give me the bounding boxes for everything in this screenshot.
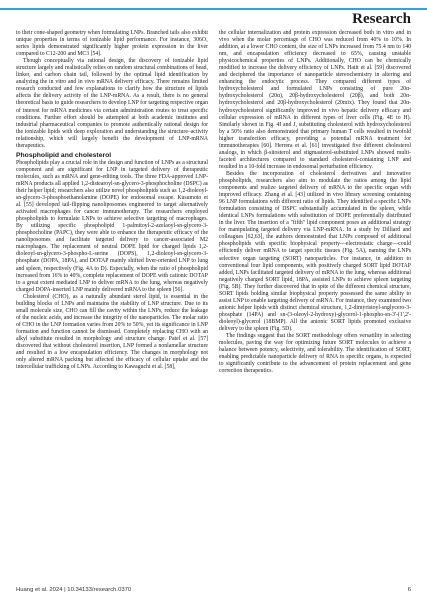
- paragraph: the cellular internalization and protein expression decreased both in vitro and in vivo when the molar percentage of CHO was reduced from 40% to 10%. In addition, at a lower CHO content, the size of LNPs increased from 75.4 nm to 140 nm, and encapsulation efficiency decreased to 65%, causing unstable physicochemical properties of LNPs. Additionally, CHO can be chemically modified to increase the delivery efficiency of LNPs. Hatit et al. [59] discovered and deciphered the importance of nanoparticle stereochemistry in altering and enhancing the endocytic process. They compared different types of hydroxycholesterol and formulated LNPs consisting of pure 20α-hydroxycholesterol (20α), 20β-hydroxycholesterol (20β), and both 20α-hydroxycholesterol and 20β-hydroxycholesterol (20mix). They found that 20α-hydroxycholesterol significantly improved in vivo hepatic delivery efficacy and cellular expression of mRNA in different types of liver cells (Fig. 4E to H). Similarly shown in Fig. 4I and J, substituting cholesterol with hydroxycholesterol by a 50% ratio also demonstrated that primary human T cells resulted in twofold higher transfection efficacy, providing a potential mRNA treatment for immunotherapies [60]. Herrera et al. [61] investigated five different cholesterol analogs, in which β-sitosterol and stigmasterol-substituted LNPs showed multi-faceted architectures compared to standard cholesterol-containing LNP and resulted in a 10-fold increase in endosomal perturbation efficiency.: [219, 30, 411, 170]
- journal-section-label: Research: [352, 11, 411, 27]
- paragraph: Cholesterol (CHO), as a naturally abundant sterol lipid, is essential in the building blocks of LNPs and maintains the stability of LNP structure. Due to its small molecule size, CHO can fill the cavity within the LNPs, reduce the leakage of the nucleic acids, and increase the integrity of the nanoparticles. The molar ratio of CHO in the LNP formation varies from 20% to 50%, yet its significance in LNP formation and function cannot be dismissed. Completely replacing CHO with an alkyl substitute resulted in morphology and structure change. Patel et al. [57] discovered that without cholesterol insertion, LNP formed a nonlamellar structure and resulted in a low encapsulation efficiency. The changes in morphology not only altered mRNA packing but affected the efficacy of cellular uptake and the intercellular trafficking of LNPs. According to Kawaguchi et al. [58],: [16, 293, 208, 371]
- paragraph: to their cone-shaped geometry when formulating LNPs. Branched tails also exhibit unique properties in terms of ionizable lipid performance. For instance, 306O₁ series lipids demonstrated significantly higher protein expression in the liver compared to C12-200 and MC3 [54].: [16, 30, 208, 58]
- footer-citation[interactable]: Huang et al. 2024 | 10.34133/research.0370: [16, 587, 132, 593]
- paragraph: Though conceptually via rational design, the discovery of ionizable lipid structure largely and realistically relies on random structural combinations of head, linker, and carbon chain tail, followed by the optimal lipid identification by analyzing the in vitro and in vivo mRNA delivery efficacy. There remains limited research conducted and few explanations to clarify how the structure of lipids affects the delivery activity of the LNP-mRNA. As a result, there is no general theoretical basis to guide researchers to develop LNP for targeting respective organ of interest for mRNA medicines via certain administration routes to treat specific conditions. Further effort should be attempted at both academic institutes and industrial pharmaceutical companies to promote authentically rational design for the ionizable lipids with deep exploration and understanding the structure–activity relationship, which will largely benefit the development of LNP-mRNA therapeutics.: [16, 58, 208, 149]
- paragraph: Besides the incorporation of cholesterol derivatives and innovative phospholipids, researchers also aim to modulate the ratios among the lipid components and realize targeted delivery of mRNA to the specific organ with improved efficacy. Zhang et al. [43] utilized in vivo library screening containing 96 LNP formulations with different ratio of lipids. They identified a specific LNPs formulation consisting of DSPC substantially accumulated in the spleen, while identical LNPs formulations with substitution of DOPE preferentially distributed in the liver. The insertion of a "fifth" lipid component poses an additional strategy for manipulating targeted delivery via LNP-mRNA. In a study by Dilliard and colleagues [62,63], the authors demonstrated that LNPs composed of additional phospholipids with specific biophysical property—electrostatic charge—could efficiently deliver mRNA to target specific tissues (Fig. 5A), naming the LNPs selective organ targeting (SORT) nanoparticles. For instance, in addition to conventional four lipid components, with positively charged SORT lipid DOTAP added, LNPs facilitated targeted delivery of mRNA to the lung, whereas additional negatively charged SORT lipid, 18PA, assisted LNPs to achieve spleen targeting (Fig. 5B). They further discovered that in spite of the different chemical structure, SORT lipids holding similar biophysical property possessed the same ability to assist LNP to enable targeting delivery of mRNA. For instance, they examined two anionic helper lipids with distinct chemical structure, 1,2-dimyristoyl-snglycero-3-phosphate (14PA) and sn-(3-oleoyl-2-hydroxy)-glycerol-1-phospho-sn-3'-(1',2'-dioleoyl)-glycerol (18BMP). All the anionic SORT lipids promoted exclusive delivery to the spleen (Fig. 5D).: [219, 170, 411, 332]
- paragraph: Phospholipids play a crucial role in the design and function of LNPs as a structural component and are significant for LNP in targeted delivery of therapeutic molecules, such as mRNA and gene-editing tools. The three FDA-approved LNP-mRNA products all applied 1,2-distearoyl-sn-glycero-3-phosphocholine (DSPC) as their helper lipid; researchers also utilize novel phospholipids such as 1,2-dioleoyl-sn-glycero-3-phosphoethanolamine (DOPE) for endosomal escape. Kusumoto et al. [55] developed tail-flipping nanoliposomes engineered to target alternatively activated macrophages for cancer immunotherapy. The researchers employed phospholipids to formulate LNPs to achieve selective targeting of macrophages. By utilizing specific phospholipid 1-palmitoyl-2-azelaoyl-sn-glycero-3-phosphocholine (PAPC), they were able to enhance the therapeutic efficacy of the nanoliposomes and facilitate targeted delivery to cancer-associated M2 macrophages. The replacement of neutral DOPE lipid for charged lipids 1,2-dioleoyl-sn-glycero-3-phospho-L-serine (DOPS), 1,2-dioleoyl-sn-glycero-3-phosphate (DOPA, 18PA), and DOTAP mainly shifted liver-oriented LNP to lung and spleen, respectively (Fig. 4A to D). Especially, when the ratio of phospholipid increased from 16% to 40%, complete replacement of DOPE with cationic DOTAP to a great extent mediated LNP to deliver mRNA to the lung, whereas negatively charged DOPA-inserted LNP mainly delivered mRNA to the spleen [56].: [16, 159, 208, 293]
- page-number: 6: [407, 587, 411, 593]
- paragraph: The findings suggest that the SORT methodology offers versatility in selecting molecules, paving the way for optimizing future SORT molecules to achieve a balance between potency, selectivity, and tolerability. The identification of SORT, enabling predictable nanoparticle delivery of RNA to specific organs, is expected to significantly contribute to the advancement of protein replacement and gene correction therapeutics.: [219, 333, 411, 375]
- section-heading: Phospholipid and cholesterol: [16, 151, 112, 159]
- left-column: [16, 30, 208, 371]
- right-column: [219, 30, 411, 375]
- header-accent-bar: [0, 8, 427, 10]
